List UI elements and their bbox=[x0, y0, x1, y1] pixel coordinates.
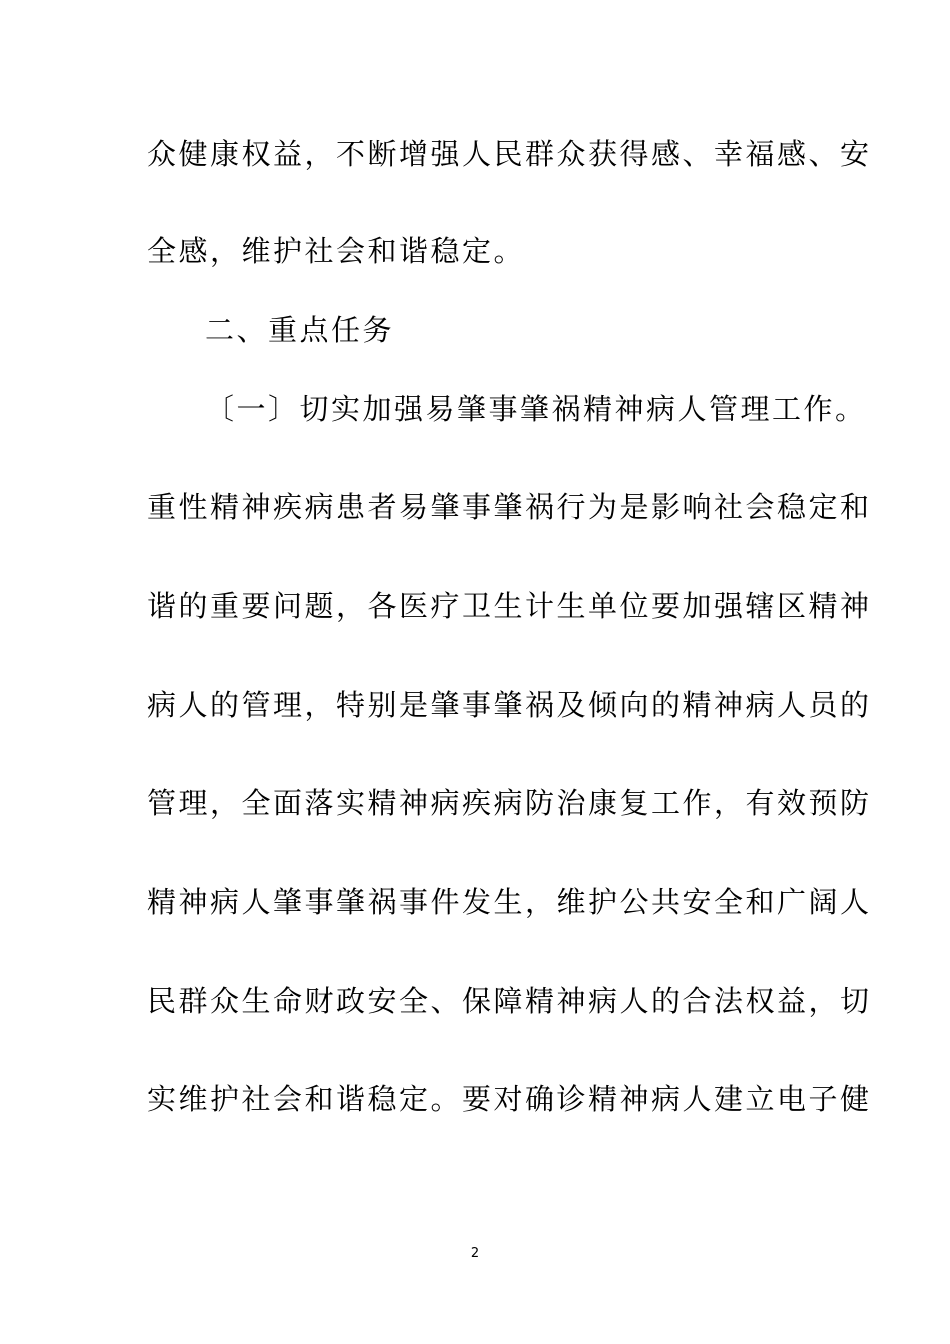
page-number: 2 bbox=[470, 1246, 480, 1261]
body-text-line: 实维护社会和谐稳定。要对确诊精神病人建立电子健 bbox=[147, 1082, 872, 1116]
body-text-line: 管理，全面落实精神病疾病防治康复工作，有效预防 bbox=[147, 786, 872, 820]
body-text-line: 民群众生命财政安全、保障精神病人的合法权益，切 bbox=[147, 984, 872, 1018]
section-heading: 二、重点任务 bbox=[205, 313, 395, 347]
body-text-line: 众健康权益，不断增强人民群众获得感、幸福感、安 bbox=[147, 137, 872, 171]
subsection-heading: 〔一〕切实加强易肇事肇祸精神病人管理工作。 bbox=[205, 392, 867, 426]
body-text-line: 重性精神疾病患者易肇事肇祸行为是影响社会稳定和 bbox=[147, 490, 872, 524]
body-text-line: 精神病人肇事肇祸事件发生，维护公共安全和广阔人 bbox=[147, 885, 872, 919]
body-text-line: 病人的管理，特别是肇事肇祸及倾向的精神病人员的 bbox=[147, 688, 872, 722]
body-text-line: 全感，维护社会和谐稳定。 bbox=[147, 234, 526, 268]
body-text-line: 谐的重要问题，各医疗卫生计生单位要加强辖区精神 bbox=[147, 589, 872, 623]
